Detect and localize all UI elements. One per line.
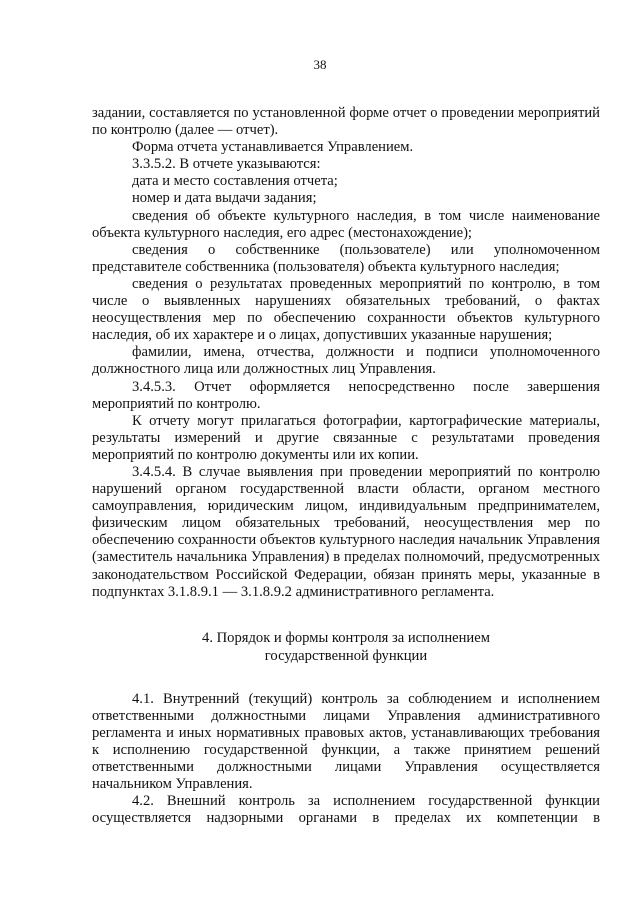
paragraph: сведения о собственнике (пользователе) или уполномоченном представителе собственника (пользователя) объекта культурного наследия; xyxy=(92,241,600,275)
paragraph: дата и место составления отчета; xyxy=(132,173,338,190)
paragraph: 4.1. Внутренний (текущий) контроль за соблюдением и исполнением ответственными должностными лицами Управления административного регламента и иных нормативных правовых актов, устанавливающих требования к исполнению государственной функции, а также принятием решений ответственными должностными лицами Управления осуществляется начальником Управления. xyxy=(92,690,600,793)
paragraph: Форма отчета устанавливается Управлением. xyxy=(132,139,414,156)
paragraph: 3.3.5.2. В отчете указываются: xyxy=(132,156,321,173)
paragraph: 3.4.5.3. Отчет оформляется непосредственно после завершения мероприятий по контролю. xyxy=(92,378,600,412)
section-heading-line-2: государственной функции xyxy=(264,647,428,664)
paragraph: 4.2. Внешний контроль за исполнением государственной функции осуществляется надзорными органами в пределах их компетенции в xyxy=(92,793,600,827)
document-body xyxy=(92,105,600,827)
paragraph: задании, составляется по установленной форме отчет о проведении мероприятий по контролю (далее — отчет). xyxy=(92,105,600,139)
paragraph: К отчету могут прилагаться фотографии, картографические материалы, результаты измерений и другие связанные с результатами проведения мероприятий по контролю документы или их копии. xyxy=(92,412,600,463)
paragraph: сведения о результатах проведенных мероприятий по контролю, в том числе о выявленных нарушениях обязательных требований, о фактах неосуществления мер по обеспечению сохранности объектов культурного наследия, об их характере и о лицах, допустивших указанные нарушения; xyxy=(92,275,600,344)
section-heading-line-1: 4. Порядок и формы контроля за исполнением xyxy=(202,629,490,646)
paragraph: 3.4.5.4. В случае выявления при проведении мероприятий по контролю нарушений органом государственной власти области, органом местного самоуправления, юридическим лицом, индивидуальным предпринимателем, физическим лицом обязательных требований, неосуществления мер по обеспечению сохранности объектов культурного наследия начальник Управления (заместитель начальника Управления) в пределах полномочий, предусмотренных законодательством Российской Федерации, обязан принять меры, указанные в подпунктах 3.1.8.9.1 — 3.1.8.9.2 административного регламента. xyxy=(92,463,600,600)
paragraph: фамилии, имена, отчества, должности и подписи уполномоченного должностного лица или должностных лиц Управления. xyxy=(92,344,600,378)
section-heading xyxy=(92,629,600,665)
section-3-text xyxy=(92,105,600,601)
page-number: 38 xyxy=(313,57,327,72)
paragraph: сведения об объекте культурного наследия, в том числе наименование объекта культурного наследия, его адрес (местонахождение); xyxy=(92,207,600,241)
section-4-text xyxy=(92,691,600,828)
paragraph: номер и дата выдачи задания; xyxy=(132,190,317,207)
